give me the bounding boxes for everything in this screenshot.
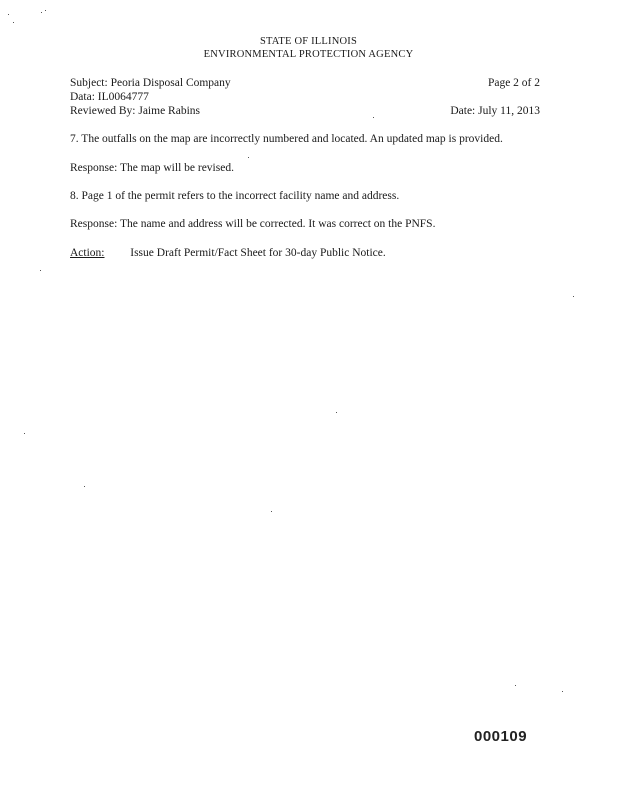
item-7: 7. The outfalls on the map are incorrectly numbered and located. An updated map is provided. xyxy=(70,133,503,145)
document-header xyxy=(0,35,617,61)
page-number: Page 2 of 2 xyxy=(487,77,540,89)
bates-stamp: 000109 xyxy=(474,728,528,745)
scan-speck xyxy=(573,296,574,297)
reviewed-by-line: Reviewed By: Jaime Rabins xyxy=(70,105,200,117)
scan-speck xyxy=(562,691,563,692)
scan-speck xyxy=(40,270,41,271)
data-line: Data: IL0064777 xyxy=(70,91,149,103)
scan-speck xyxy=(248,157,249,158)
scan-speck xyxy=(271,511,272,512)
scan-speck xyxy=(8,14,9,15)
scan-speck xyxy=(45,10,46,11)
scan-speck xyxy=(373,117,374,118)
scan-speck xyxy=(336,412,337,413)
agency-heading: ENVIRONMENTAL PROTECTION AGENCY xyxy=(203,49,414,60)
date-line: Date: July 11, 2013 xyxy=(450,105,540,117)
scan-speck xyxy=(41,12,42,13)
state-heading: STATE OF ILLINOIS xyxy=(259,36,358,47)
response-7: Response: The map will be revised. xyxy=(70,162,234,174)
response-8: Response: The name and address will be corrected. It was correct on the PNFS. xyxy=(70,218,436,230)
action-row xyxy=(70,246,386,260)
item-8: 8. Page 1 of the permit refers to the incorrect facility name and address. xyxy=(70,190,400,202)
action-text: Issue Draft Permit/Fact Sheet for 30-day Public Notice. xyxy=(130,247,386,259)
action-label: Action: xyxy=(70,247,105,259)
scan-speck xyxy=(24,433,25,434)
scan-speck xyxy=(84,486,85,487)
scan-speck xyxy=(515,685,516,686)
subject-line: Subject: Peoria Disposal Company xyxy=(70,77,231,89)
scan-speck xyxy=(13,22,14,23)
